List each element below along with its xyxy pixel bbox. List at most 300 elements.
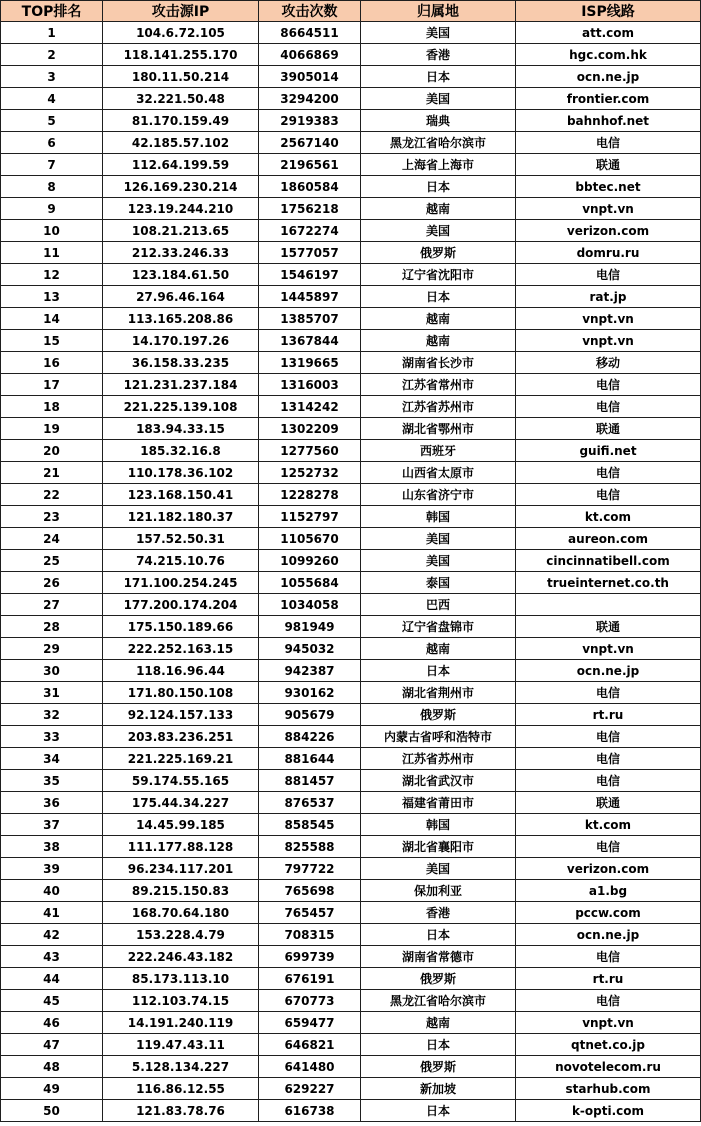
- source-ip-cell: 14.191.240.119: [103, 1012, 259, 1034]
- source-ip-cell: 175.44.34.227: [103, 792, 259, 814]
- rank-cell: 9: [1, 198, 103, 220]
- location-cell: 内蒙古省呼和浩特市: [361, 726, 516, 748]
- rank-cell: 1: [1, 22, 103, 44]
- rank-cell: 35: [1, 770, 103, 792]
- table-row: [1, 968, 701, 990]
- location-cell: 湖南省常德市: [361, 946, 516, 968]
- source-ip-cell: 121.83.78.76: [103, 1100, 259, 1122]
- location-cell: 香港: [361, 902, 516, 924]
- location-cell: 山东省济宁市: [361, 484, 516, 506]
- rank-cell: 42: [1, 924, 103, 946]
- source-ip-cell: 171.80.150.108: [103, 682, 259, 704]
- rank-cell: 32: [1, 704, 103, 726]
- source-ip-cell: 212.33.246.33: [103, 242, 259, 264]
- attack-count-cell: 981949: [259, 616, 361, 638]
- attack-count-cell: 1756218: [259, 198, 361, 220]
- attack-count-cell: 825588: [259, 836, 361, 858]
- isp-cell: vnpt.vn: [516, 198, 701, 220]
- rank-cell: 46: [1, 1012, 103, 1034]
- source-ip-cell: 168.70.64.180: [103, 902, 259, 924]
- header-row: [1, 1, 701, 22]
- source-ip-cell: 116.86.12.55: [103, 1078, 259, 1100]
- attack-count-cell: 1367844: [259, 330, 361, 352]
- location-cell: 山西省太原市: [361, 462, 516, 484]
- source-ip-cell: 14.45.99.185: [103, 814, 259, 836]
- attack-count-cell: 905679: [259, 704, 361, 726]
- isp-cell: rt.ru: [516, 704, 701, 726]
- source-ip-cell: 5.128.134.227: [103, 1056, 259, 1078]
- rank-cell: 41: [1, 902, 103, 924]
- rank-cell: 7: [1, 154, 103, 176]
- location-cell: 美国: [361, 22, 516, 44]
- source-ip-cell: 153.228.4.79: [103, 924, 259, 946]
- source-ip-cell: 222.252.163.15: [103, 638, 259, 660]
- location-cell: 俄罗斯: [361, 704, 516, 726]
- attack-count-cell: 1055684: [259, 572, 361, 594]
- rank-cell: 20: [1, 440, 103, 462]
- attack-count-cell: 1546197: [259, 264, 361, 286]
- attack-count-cell: 699739: [259, 946, 361, 968]
- location-cell: 俄罗斯: [361, 242, 516, 264]
- source-ip-cell: 123.184.61.50: [103, 264, 259, 286]
- location-cell: 日本: [361, 176, 516, 198]
- table-row: [1, 814, 701, 836]
- isp-cell: 电信: [516, 462, 701, 484]
- table-row: [1, 440, 701, 462]
- location-cell: 泰国: [361, 572, 516, 594]
- attack-count-cell: 1314242: [259, 396, 361, 418]
- attack-count-cell: 797722: [259, 858, 361, 880]
- source-ip-cell: 123.19.244.210: [103, 198, 259, 220]
- source-ip-cell: 157.52.50.31: [103, 528, 259, 550]
- source-ip-cell: 104.6.72.105: [103, 22, 259, 44]
- table-row: [1, 220, 701, 242]
- isp-cell: ocn.ne.jp: [516, 924, 701, 946]
- location-cell: 湖北省鄂州市: [361, 418, 516, 440]
- source-ip-cell: 119.47.43.11: [103, 1034, 259, 1056]
- isp-cell: 电信: [516, 132, 701, 154]
- location-cell: 越南: [361, 330, 516, 352]
- attack-count-cell: 1385707: [259, 308, 361, 330]
- rank-cell: 49: [1, 1078, 103, 1100]
- table-row: [1, 770, 701, 792]
- table-row: [1, 594, 701, 616]
- source-ip-cell: 171.100.254.245: [103, 572, 259, 594]
- attack-count-cell: 2919383: [259, 110, 361, 132]
- isp-cell: 联通: [516, 792, 701, 814]
- table-row: [1, 418, 701, 440]
- header-rank: TOP排名: [1, 1, 103, 22]
- table-body: [1, 22, 701, 1122]
- attack-count-cell: 629227: [259, 1078, 361, 1100]
- source-ip-cell: 118.141.255.170: [103, 44, 259, 66]
- table-row: [1, 902, 701, 924]
- isp-cell: ocn.ne.jp: [516, 66, 701, 88]
- isp-cell: bahnhof.net: [516, 110, 701, 132]
- rank-cell: 43: [1, 946, 103, 968]
- rank-cell: 44: [1, 968, 103, 990]
- rank-cell: 24: [1, 528, 103, 550]
- source-ip-cell: 175.150.189.66: [103, 616, 259, 638]
- rank-cell: 11: [1, 242, 103, 264]
- location-cell: 巴西: [361, 594, 516, 616]
- source-ip-cell: 81.170.159.49: [103, 110, 259, 132]
- isp-cell: 电信: [516, 396, 701, 418]
- location-cell: 日本: [361, 286, 516, 308]
- isp-cell: vnpt.vn: [516, 1012, 701, 1034]
- rank-cell: 47: [1, 1034, 103, 1056]
- source-ip-cell: 203.83.236.251: [103, 726, 259, 748]
- rank-cell: 28: [1, 616, 103, 638]
- attack-count-cell: 1152797: [259, 506, 361, 528]
- attack-count-cell: 8664511: [259, 22, 361, 44]
- rank-cell: 26: [1, 572, 103, 594]
- table-row: [1, 66, 701, 88]
- table-row: [1, 286, 701, 308]
- source-ip-cell: 112.103.74.15: [103, 990, 259, 1012]
- location-cell: 湖北省荆州市: [361, 682, 516, 704]
- attack-count-cell: 1277560: [259, 440, 361, 462]
- rank-cell: 22: [1, 484, 103, 506]
- attack-count-cell: 1860584: [259, 176, 361, 198]
- location-cell: 黑龙江省哈尔滨市: [361, 132, 516, 154]
- rank-cell: 34: [1, 748, 103, 770]
- isp-cell: trueinternet.co.th: [516, 572, 701, 594]
- rank-cell: 38: [1, 836, 103, 858]
- table-row: [1, 616, 701, 638]
- source-ip-cell: 123.168.150.41: [103, 484, 259, 506]
- table-row: [1, 682, 701, 704]
- source-ip-cell: 121.182.180.37: [103, 506, 259, 528]
- isp-cell: kt.com: [516, 814, 701, 836]
- rank-cell: 6: [1, 132, 103, 154]
- table-row: [1, 660, 701, 682]
- rank-cell: 12: [1, 264, 103, 286]
- header-isp: ISP线路: [516, 1, 701, 22]
- source-ip-cell: 180.11.50.214: [103, 66, 259, 88]
- table-row: [1, 330, 701, 352]
- source-ip-cell: 42.185.57.102: [103, 132, 259, 154]
- attack-count-cell: 676191: [259, 968, 361, 990]
- attack-count-cell: 1302209: [259, 418, 361, 440]
- source-ip-cell: 27.96.46.164: [103, 286, 259, 308]
- isp-cell: vnpt.vn: [516, 308, 701, 330]
- attack-count-cell: 1099260: [259, 550, 361, 572]
- isp-cell: guifi.net: [516, 440, 701, 462]
- location-cell: 俄罗斯: [361, 968, 516, 990]
- attack-count-cell: 1445897: [259, 286, 361, 308]
- table-row: [1, 836, 701, 858]
- isp-cell: rat.jp: [516, 286, 701, 308]
- source-ip-cell: 59.174.55.165: [103, 770, 259, 792]
- location-cell: 湖北省武汉市: [361, 770, 516, 792]
- isp-cell: novotelecom.ru: [516, 1056, 701, 1078]
- table-row: [1, 1012, 701, 1034]
- table-header: [1, 1, 701, 22]
- source-ip-cell: 32.221.50.48: [103, 88, 259, 110]
- isp-cell: bbtec.net: [516, 176, 701, 198]
- source-ip-cell: 113.165.208.86: [103, 308, 259, 330]
- table-row: [1, 792, 701, 814]
- source-ip-cell: 177.200.174.204: [103, 594, 259, 616]
- source-ip-cell: 36.158.33.235: [103, 352, 259, 374]
- isp-cell: 联通: [516, 154, 701, 176]
- table-row: [1, 1100, 701, 1122]
- attack-count-cell: 1105670: [259, 528, 361, 550]
- header-source-ip: 攻击源IP: [103, 1, 259, 22]
- table-row: [1, 308, 701, 330]
- source-ip-cell: 110.178.36.102: [103, 462, 259, 484]
- location-cell: 韩国: [361, 506, 516, 528]
- isp-cell: 联通: [516, 418, 701, 440]
- table-row: [1, 22, 701, 44]
- rank-cell: 27: [1, 594, 103, 616]
- header-attack-count: 攻击次数: [259, 1, 361, 22]
- location-cell: 辽宁省盘锦市: [361, 616, 516, 638]
- rank-cell: 3: [1, 66, 103, 88]
- attack-count-cell: 616738: [259, 1100, 361, 1122]
- attack-count-cell: 942387: [259, 660, 361, 682]
- location-cell: 辽宁省沈阳市: [361, 264, 516, 286]
- source-ip-cell: 118.16.96.44: [103, 660, 259, 682]
- attack-count-cell: 646821: [259, 1034, 361, 1056]
- location-cell: 越南: [361, 1012, 516, 1034]
- table-row: [1, 484, 701, 506]
- source-ip-cell: 112.64.199.59: [103, 154, 259, 176]
- rank-cell: 15: [1, 330, 103, 352]
- isp-cell: 电信: [516, 484, 701, 506]
- isp-cell: kt.com: [516, 506, 701, 528]
- isp-cell: verizon.com: [516, 220, 701, 242]
- attack-count-cell: 3905014: [259, 66, 361, 88]
- attack-count-cell: 1577057: [259, 242, 361, 264]
- attack-count-cell: 765698: [259, 880, 361, 902]
- rank-cell: 17: [1, 374, 103, 396]
- location-cell: 保加利亚: [361, 880, 516, 902]
- location-cell: 日本: [361, 1100, 516, 1122]
- isp-cell: domru.ru: [516, 242, 701, 264]
- table-row: [1, 748, 701, 770]
- rank-cell: 40: [1, 880, 103, 902]
- header-location: 归属地: [361, 1, 516, 22]
- rank-cell: 16: [1, 352, 103, 374]
- isp-cell: k-opti.com: [516, 1100, 701, 1122]
- table-row: [1, 44, 701, 66]
- rank-cell: 2: [1, 44, 103, 66]
- rank-cell: 36: [1, 792, 103, 814]
- isp-cell: 电信: [516, 726, 701, 748]
- isp-cell: aureon.com: [516, 528, 701, 550]
- table-row: [1, 242, 701, 264]
- table-row: [1, 924, 701, 946]
- table-row: [1, 462, 701, 484]
- rank-cell: 5: [1, 110, 103, 132]
- attack-count-cell: 670773: [259, 990, 361, 1012]
- location-cell: 日本: [361, 66, 516, 88]
- rank-cell: 33: [1, 726, 103, 748]
- table-row: [1, 550, 701, 572]
- source-ip-cell: 183.94.33.15: [103, 418, 259, 440]
- table-row: [1, 990, 701, 1012]
- table-row: [1, 572, 701, 594]
- location-cell: 美国: [361, 220, 516, 242]
- attack-count-cell: 884226: [259, 726, 361, 748]
- location-cell: 黑龙江省哈尔滨市: [361, 990, 516, 1012]
- table-row: [1, 110, 701, 132]
- source-ip-cell: 126.169.230.214: [103, 176, 259, 198]
- isp-cell: frontier.com: [516, 88, 701, 110]
- isp-cell: starhub.com: [516, 1078, 701, 1100]
- source-ip-cell: 108.21.213.65: [103, 220, 259, 242]
- table-row: [1, 946, 701, 968]
- location-cell: 湖北省襄阳市: [361, 836, 516, 858]
- location-cell: 美国: [361, 88, 516, 110]
- rank-cell: 37: [1, 814, 103, 836]
- location-cell: 江苏省苏州市: [361, 748, 516, 770]
- table-row: [1, 154, 701, 176]
- attack-count-cell: 1252732: [259, 462, 361, 484]
- attack-count-cell: 2196561: [259, 154, 361, 176]
- isp-cell: 联通: [516, 616, 701, 638]
- location-cell: 俄罗斯: [361, 1056, 516, 1078]
- location-cell: 日本: [361, 660, 516, 682]
- attack-count-cell: 881644: [259, 748, 361, 770]
- attack-count-cell: 876537: [259, 792, 361, 814]
- isp-cell: 电信: [516, 990, 701, 1012]
- isp-cell: 电信: [516, 264, 701, 286]
- isp-cell: 电信: [516, 748, 701, 770]
- attack-count-cell: 708315: [259, 924, 361, 946]
- table-row: [1, 198, 701, 220]
- isp-cell: ocn.ne.jp: [516, 660, 701, 682]
- attack-count-cell: 858545: [259, 814, 361, 836]
- source-ip-cell: 111.177.88.128: [103, 836, 259, 858]
- location-cell: 瑞典: [361, 110, 516, 132]
- rank-cell: 45: [1, 990, 103, 1012]
- location-cell: 越南: [361, 308, 516, 330]
- source-ip-cell: 85.173.113.10: [103, 968, 259, 990]
- table-row: [1, 132, 701, 154]
- table-row: [1, 264, 701, 286]
- location-cell: 越南: [361, 638, 516, 660]
- table-row: [1, 396, 701, 418]
- rank-cell: 19: [1, 418, 103, 440]
- rank-cell: 30: [1, 660, 103, 682]
- isp-cell: vnpt.vn: [516, 330, 701, 352]
- attack-count-cell: 1316003: [259, 374, 361, 396]
- isp-cell: hgc.com.hk: [516, 44, 701, 66]
- location-cell: 香港: [361, 44, 516, 66]
- attack-count-cell: 4066869: [259, 44, 361, 66]
- rank-cell: 18: [1, 396, 103, 418]
- rank-cell: 14: [1, 308, 103, 330]
- attack-count-cell: 1228278: [259, 484, 361, 506]
- table-row: [1, 176, 701, 198]
- table-row: [1, 506, 701, 528]
- isp-cell: 电信: [516, 946, 701, 968]
- attack-count-cell: 1034058: [259, 594, 361, 616]
- rank-cell: 21: [1, 462, 103, 484]
- location-cell: 越南: [361, 198, 516, 220]
- location-cell: 江苏省常州市: [361, 374, 516, 396]
- location-cell: 西班牙: [361, 440, 516, 462]
- table-row: [1, 352, 701, 374]
- table-row: [1, 704, 701, 726]
- isp-cell: verizon.com: [516, 858, 701, 880]
- location-cell: 美国: [361, 550, 516, 572]
- isp-cell: 电信: [516, 374, 701, 396]
- location-cell: 日本: [361, 924, 516, 946]
- isp-cell: cincinnatibell.com: [516, 550, 701, 572]
- table-row: [1, 1034, 701, 1056]
- rank-cell: 50: [1, 1100, 103, 1122]
- table-row: [1, 528, 701, 550]
- attack-count-cell: 930162: [259, 682, 361, 704]
- rank-cell: 39: [1, 858, 103, 880]
- isp-cell: 移动: [516, 352, 701, 374]
- isp-cell: rt.ru: [516, 968, 701, 990]
- rank-cell: 8: [1, 176, 103, 198]
- attack-count-cell: 1672274: [259, 220, 361, 242]
- table-row: [1, 880, 701, 902]
- isp-cell: qtnet.co.jp: [516, 1034, 701, 1056]
- location-cell: 上海省上海市: [361, 154, 516, 176]
- attack-count-cell: 881457: [259, 770, 361, 792]
- rank-cell: 29: [1, 638, 103, 660]
- table-row: [1, 88, 701, 110]
- location-cell: 新加坡: [361, 1078, 516, 1100]
- location-cell: 美国: [361, 858, 516, 880]
- attack-count-cell: 945032: [259, 638, 361, 660]
- location-cell: 江苏省苏州市: [361, 396, 516, 418]
- location-cell: 韩国: [361, 814, 516, 836]
- isp-cell: [516, 594, 701, 616]
- isp-cell: a1.bg: [516, 880, 701, 902]
- table-row: [1, 374, 701, 396]
- attack-count-cell: 1319665: [259, 352, 361, 374]
- source-ip-cell: 221.225.139.108: [103, 396, 259, 418]
- source-ip-cell: 185.32.16.8: [103, 440, 259, 462]
- source-ip-cell: 222.246.43.182: [103, 946, 259, 968]
- source-ip-cell: 96.234.117.201: [103, 858, 259, 880]
- rank-cell: 31: [1, 682, 103, 704]
- rank-cell: 23: [1, 506, 103, 528]
- attack-count-cell: 765457: [259, 902, 361, 924]
- rank-cell: 10: [1, 220, 103, 242]
- table-row: [1, 726, 701, 748]
- isp-cell: 电信: [516, 770, 701, 792]
- isp-cell: att.com: [516, 22, 701, 44]
- source-ip-cell: 221.225.169.21: [103, 748, 259, 770]
- rank-cell: 13: [1, 286, 103, 308]
- table-row: [1, 858, 701, 880]
- table-row: [1, 638, 701, 660]
- source-ip-cell: 121.231.237.184: [103, 374, 259, 396]
- attack-count-cell: 2567140: [259, 132, 361, 154]
- isp-cell: vnpt.vn: [516, 638, 701, 660]
- rank-cell: 4: [1, 88, 103, 110]
- location-cell: 美国: [361, 528, 516, 550]
- table-row: [1, 1056, 701, 1078]
- attack-count-cell: 659477: [259, 1012, 361, 1034]
- attack-count-cell: 3294200: [259, 88, 361, 110]
- isp-cell: 电信: [516, 836, 701, 858]
- attack-count-cell: 641480: [259, 1056, 361, 1078]
- location-cell: 日本: [361, 1034, 516, 1056]
- source-ip-cell: 92.124.157.133: [103, 704, 259, 726]
- location-cell: 福建省莆田市: [361, 792, 516, 814]
- rank-cell: 48: [1, 1056, 103, 1078]
